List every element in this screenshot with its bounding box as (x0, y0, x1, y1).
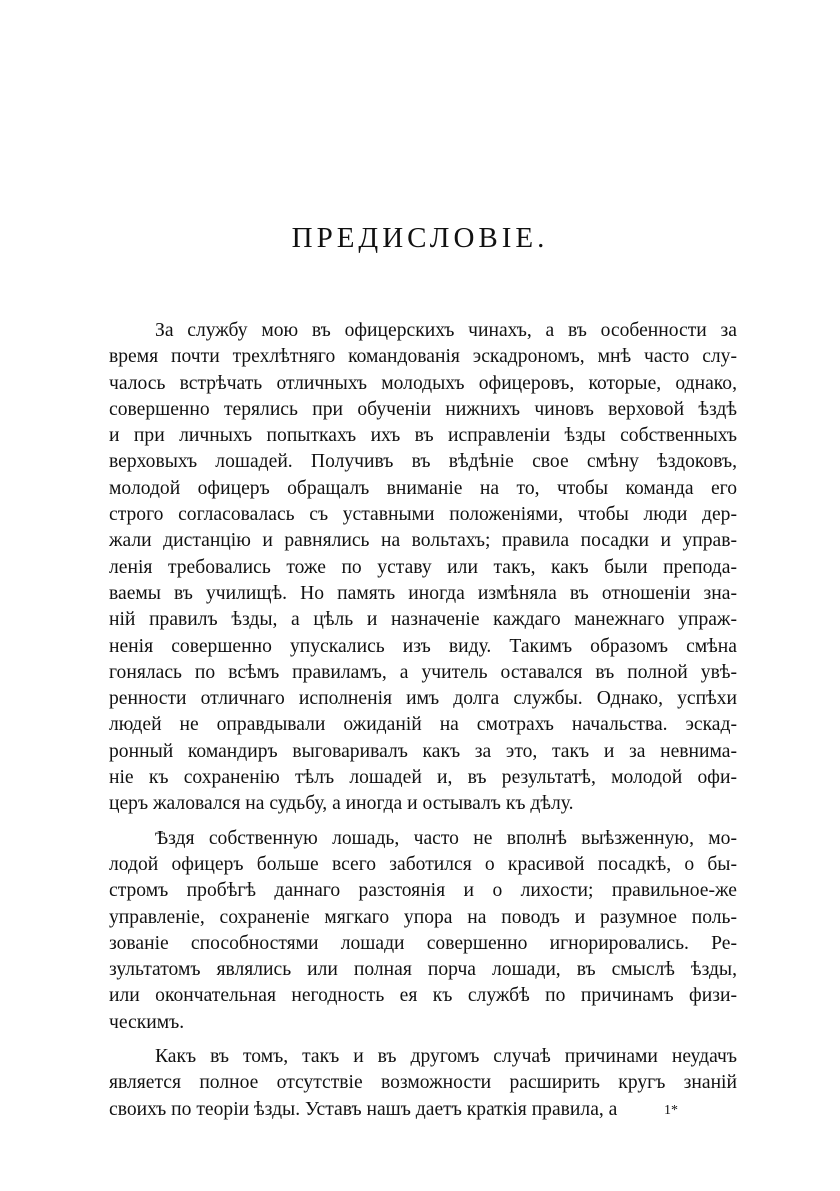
text-line: ній правилъ ѣзды, а цѣль и назначеніе каждаго манежнаго упраж- (109, 609, 737, 631)
text-line: строго согласовалась съ уставными положеніями, чтобы люди дер- (109, 504, 737, 526)
text-line: гонялась по всѣмъ правиламъ, а учитель оставался въ полной увѣ- (109, 661, 737, 683)
text-line: и при личныхъ попыткахъ ихъ въ исправленіи ѣзды собственныхъ (109, 425, 737, 447)
text-line: жали дистанцію и равнялись на вольтахъ; правила посадки и управ- (109, 530, 737, 552)
signature-mark: 1* (664, 1103, 678, 1118)
text-line: церъ жаловался на судьбу, а иногда и остывалъ къ дѣлу. (109, 793, 574, 815)
text-line: За службу мою въ офицерскихъ чинахъ, а въ особенности за (155, 320, 737, 341)
text-line: зованіе способностями лошади совершенно игнорировались. Ре- (109, 932, 737, 954)
body-text (109, 318, 737, 1123)
paragraph (109, 318, 737, 818)
text-line: ренности отличнаго исполненія имъ долга службы. Однако, успѣхи (109, 688, 737, 710)
text-line: является полное отсутствіе возможности расширить кругъ знаній (109, 1072, 737, 1094)
text-line: лодой офицеръ больше всего заботился о красивой посадкѣ, о бы- (109, 853, 737, 875)
text-line: своихъ по теоріи ѣзды. Уставъ нашъ даетъ краткія правила, а (109, 1098, 618, 1120)
text-line: ческимъ. (109, 1011, 185, 1033)
text-line: ненія совершенно упускались изъ виду. Такимъ образомъ смѣна (109, 635, 737, 657)
text-line: стромъ пробѣгѣ даннаго разстоянія и о лихости; правильное-же (109, 880, 737, 902)
paragraph (109, 826, 737, 1036)
text-line: совершенно терялись при обученіи нижнихъ чиновъ верховой ѣздѣ (109, 398, 737, 420)
text-line: ленія требовались тоже по уставу или такъ, какъ были препода- (109, 556, 737, 578)
paragraph-gap (109, 818, 737, 826)
paragraph (109, 1044, 737, 1123)
text-line: управленіе, сохраненіе мягкаго упора на поводъ и разумное поль- (109, 906, 737, 928)
text-line: ваемы въ училищѣ. Но память иногда измѣняла въ отношеніи зна- (109, 582, 737, 604)
paragraph-gap (109, 1036, 737, 1044)
text-line: время почти трехлѣтняго командованія эскадрономъ, мнѣ часто слу- (109, 346, 737, 368)
page-title: ПРЕДИСЛОВІЕ. (291, 222, 549, 254)
text-line: или окончательная негодность ея къ службѣ по причинамъ физи- (109, 985, 737, 1007)
text-line: зультатомъ являлись или полная порча лошади, въ смыслѣ ѣзды, (109, 959, 737, 981)
text-line: чалось встрѣчать отличныхъ молодыхъ офицеровъ, которые, однако, (109, 372, 737, 394)
text-line: ніе къ сохраненію тѣлъ лошадей и, въ результатѣ, молодой офи- (109, 767, 737, 789)
text-line: ронный командиръ выговаривалъ какъ за это, такъ и за невнима- (109, 740, 737, 762)
text-line: молодой офицеръ обращалъ вниманіе на то, чтобы команда его (109, 477, 737, 499)
text-line: Ѣздя собственную лошадь, часто не вполнѣ выѣзженную, мо- (155, 827, 737, 849)
text-line: Какъ въ томъ, такъ и въ другомъ случаѣ причинами неудачъ (155, 1046, 737, 1068)
text-line: людей не оправдывали ожиданій на смотрахъ начальства. эскад- (109, 714, 737, 736)
text-line: верховыхъ лошадей. Получивъ въ вѣдѣніе свое смѣну ѣздоковъ, (109, 451, 737, 473)
